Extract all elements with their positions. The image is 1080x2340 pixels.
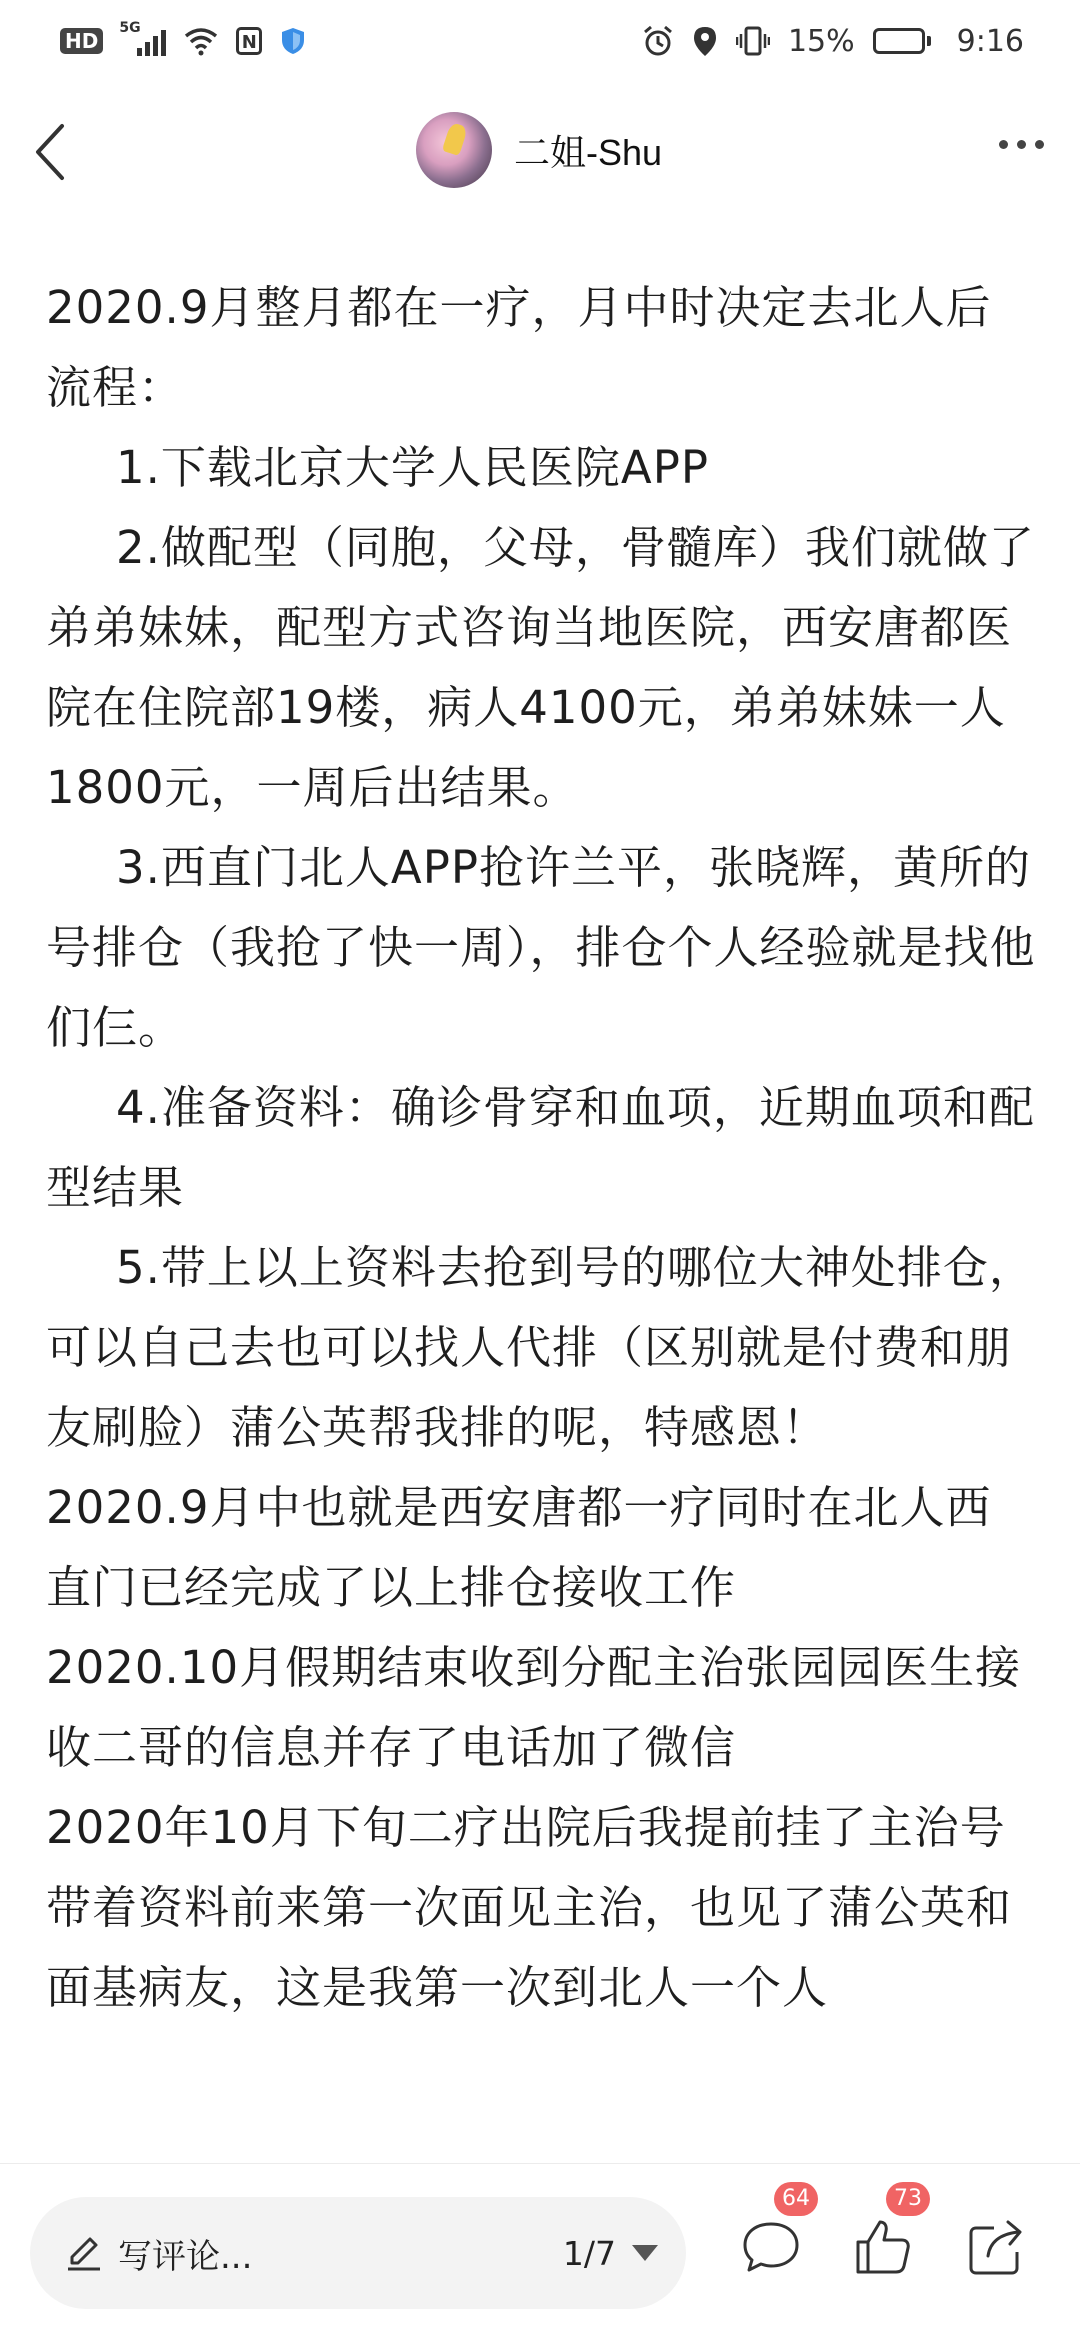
article-paragraph: 2020.9月中也就是西安唐都一疗同时在北人西直门已经完成了以上排仓接收工作: [46, 1481, 992, 1614]
article-paragraph: 2020.9月整月都在一疗，月中时决定去北人后流程：: [46, 281, 992, 414]
hd-icon: HD: [60, 28, 103, 54]
avatar[interactable]: [416, 112, 492, 188]
like-count-badge: 73: [886, 2182, 930, 2216]
author-name[interactable]: 二姐-Shu: [514, 131, 663, 173]
status-bar-right: [642, 24, 1024, 59]
back-arrow-icon[interactable]: [22, 120, 82, 184]
bottom-bar: [0, 2164, 1080, 2340]
chevron-down-icon[interactable]: [632, 2245, 658, 2261]
thumbs-up-icon: [852, 2216, 914, 2278]
share-icon: [966, 2216, 1028, 2278]
more-icon[interactable]: [999, 140, 1044, 149]
shield-icon: [280, 26, 306, 56]
share-button[interactable]: [966, 2216, 1028, 2278]
article-paragraph: 1.下载北京大学人民医院APP: [116, 441, 709, 494]
battery-percent: 15%: [787, 23, 855, 59]
page-indicator[interactable]: 1/7: [562, 2233, 616, 2273]
battery-icon: [873, 28, 931, 54]
status-bar-left: [60, 20, 306, 56]
status-bar: [0, 0, 1080, 82]
nfc-icon: N: [236, 27, 262, 55]
article-paragraph: 4.准备资料：确诊骨穿和血项，近期血项和配型结果: [46, 1081, 1035, 1214]
comment-input[interactable]: [30, 2197, 686, 2309]
header: [0, 82, 1080, 222]
article-paragraph: 5.带上以上资料去抢到号的哪位大神处排仓，可以自己去也可以找人代排（区别就是付费和朋友刷脸）蒲公英帮我排的呢，特感恩！: [46, 1241, 1035, 1454]
location-icon: [692, 25, 718, 57]
network-type: 5G: [119, 20, 141, 36]
article-paragraph: 3.西直门北人APP抢许兰平，张晓辉，黄所的号排仓（我抢了快一周），排仓个人经验就是找他们仨。: [46, 841, 1036, 1054]
author-info[interactable]: [416, 112, 662, 188]
like-button[interactable]: [852, 2186, 922, 2278]
comment-count-badge: 64: [774, 2182, 818, 2216]
alarm-icon: [642, 25, 674, 57]
clock: 9:16: [956, 23, 1024, 59]
wifi-icon: [184, 26, 218, 56]
comment-placeholder[interactable]: 写评论...: [118, 2236, 253, 2277]
pen-icon: [64, 2233, 104, 2273]
signal-icon: [119, 20, 166, 56]
article-paragraph: 2020年10月下旬二疗出院后我提前挂了主治号带着资料前来第一次面见主治，也见了蒲公英和面基病友，这是我第一次到北人一个人: [46, 1801, 1013, 2014]
article-paragraph: 2.做配型（同胞，父母，骨髓库）我们就做了弟弟妹妹，配型方式咨询当地医院，西安唐都医院在住院部19楼，病人4100元，弟弟妹妹一人1800元，一周后出结果。: [46, 521, 1035, 814]
article-body: [46, 268, 1036, 2163]
article-paragraph: 2020.10月假期结束收到分配主治张园园医生接收二哥的信息并存了电话加了微信: [46, 1641, 1022, 1774]
vibrate-icon: [736, 25, 770, 57]
comment-icon: [740, 2216, 802, 2278]
comment-button[interactable]: [740, 2186, 810, 2278]
